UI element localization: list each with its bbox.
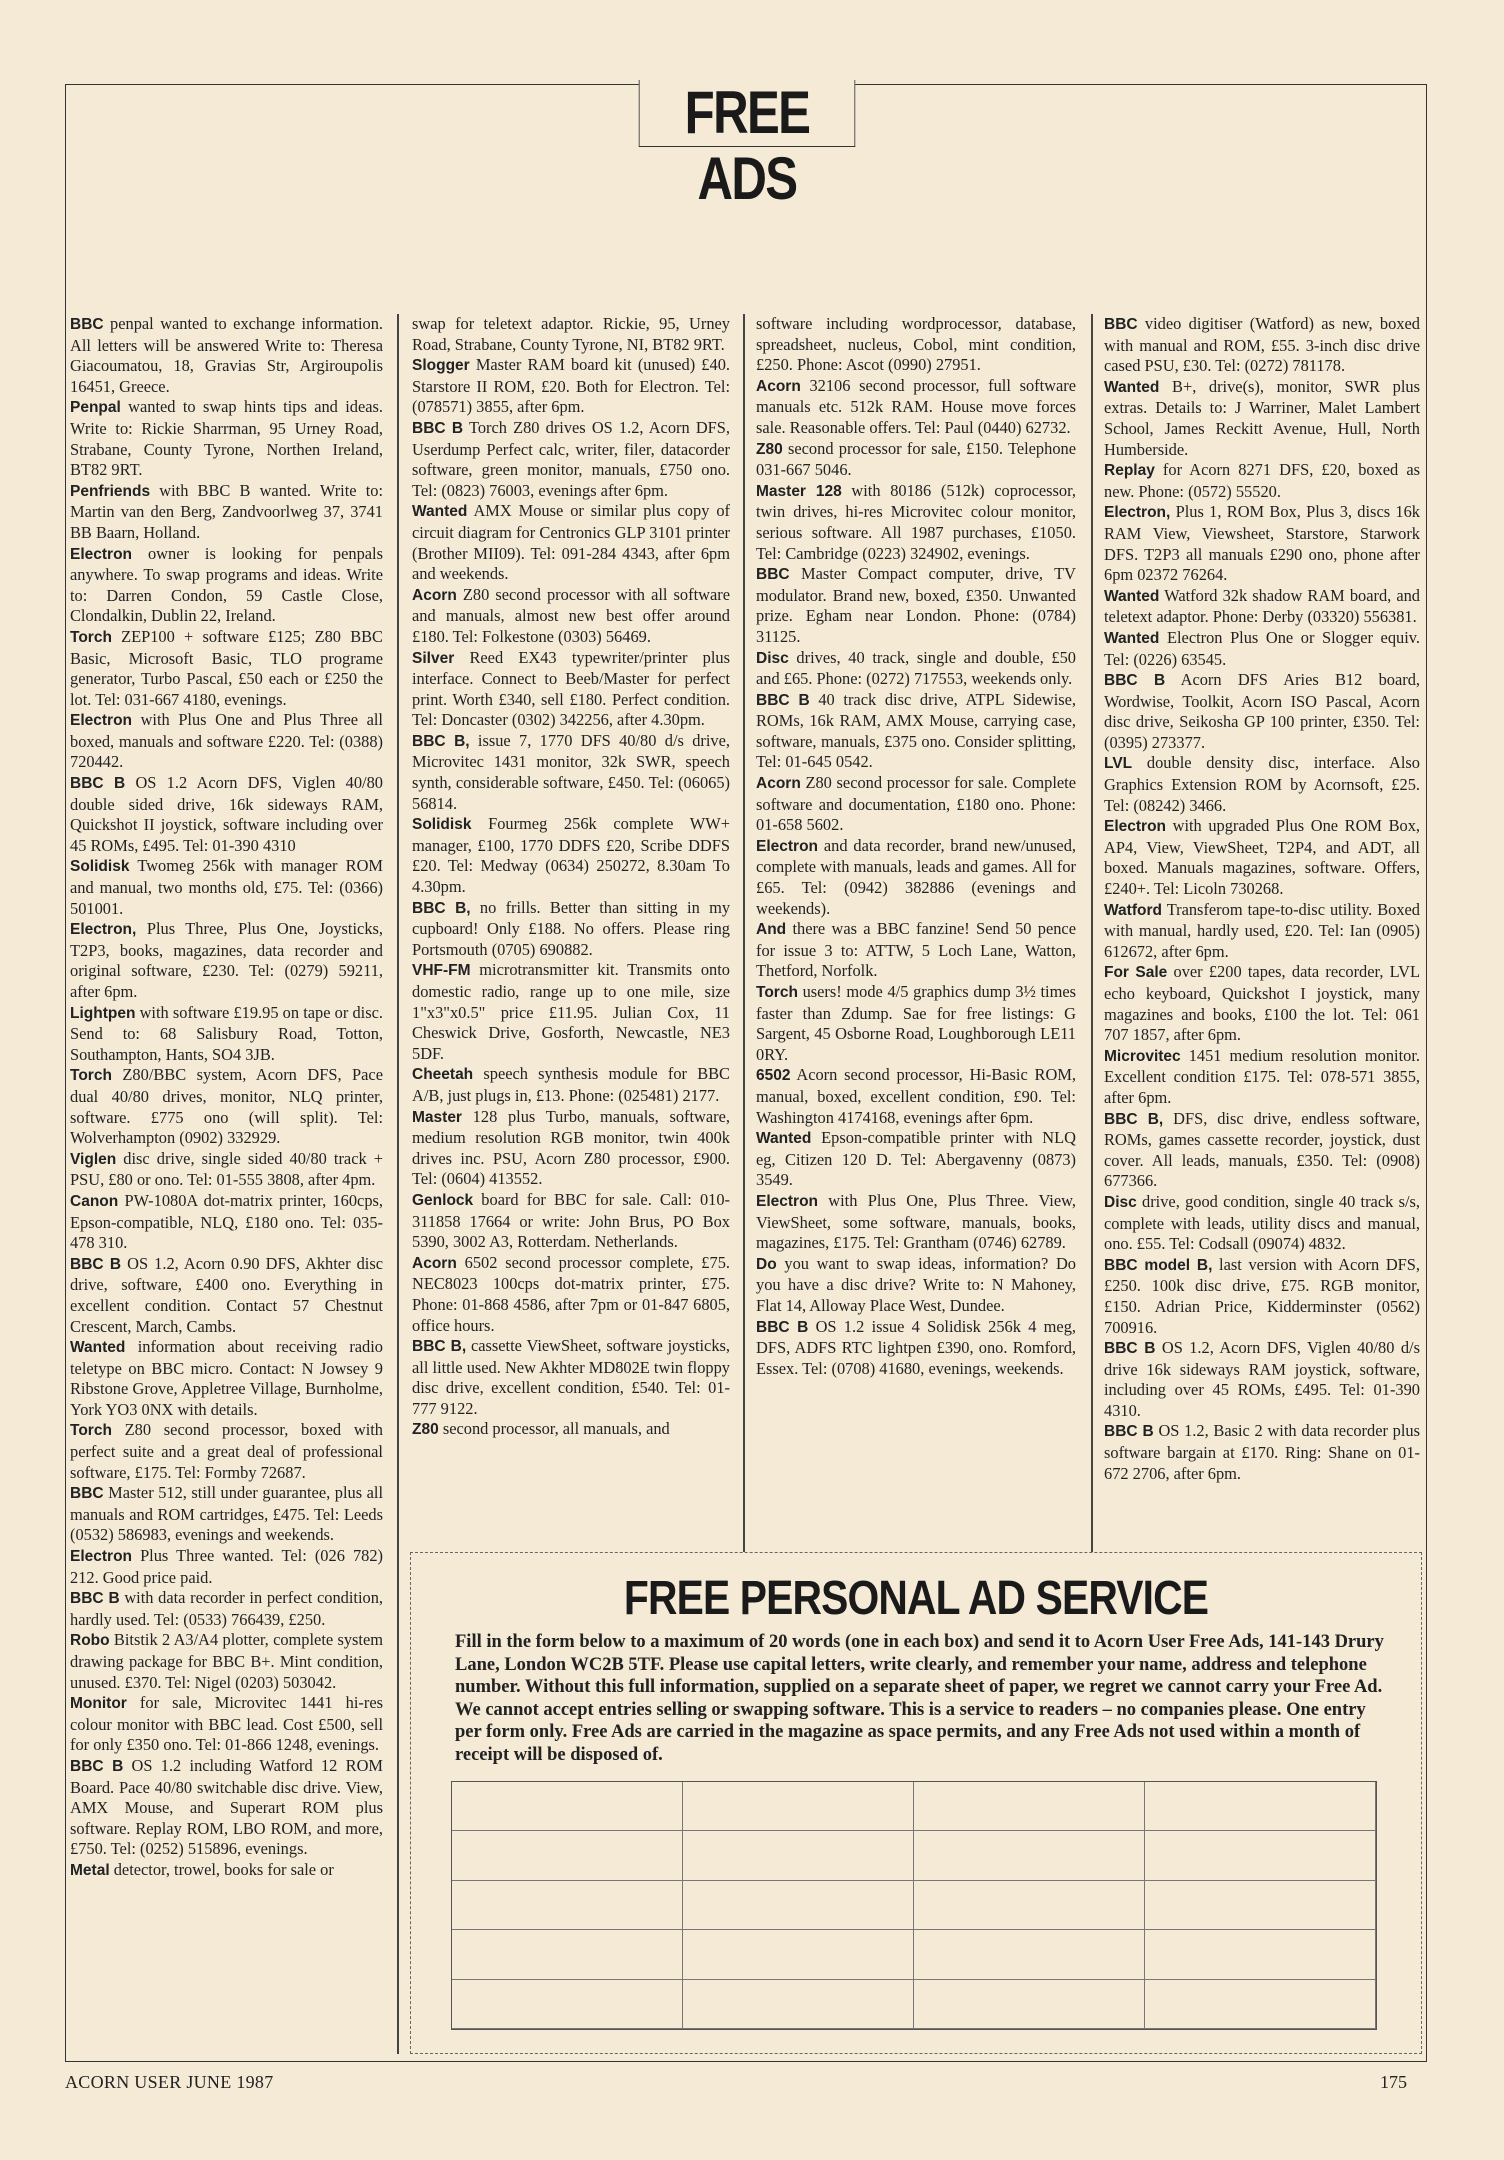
ad-text: Acorn DFS Aries B12 board, Wordwise, Toolkit, Acorn ISO Pascal, Acorn disc drive, Seikosha GP 100 printer, £350. Tel: (0395) 273377. [1104, 670, 1420, 752]
classified-ad [1104, 377, 1420, 460]
classified-ad [70, 481, 383, 544]
ad-text: penpal wanted to exchange information. All letters will be answered Write to: Theresa Giacoumatou, 18, Gravias Str, Argiroupolis 16451, Greece. [70, 314, 383, 396]
classified-ad [412, 814, 730, 897]
ad-text: last version with Acorn DFS, £250. 100k disc drive, £75. RGB monitor, £150. Adrian Price, Kidderminster (0562) 700916. [1104, 1254, 1420, 1337]
ad-lead-word: Robo [70, 1632, 110, 1650]
ad-text: disc drive, single sided 40/80 track + PSU, £80 or ono. Tel: 01-555 3808, after 4pm. [70, 1148, 383, 1190]
ad-text: AMX Mouse or similar plus copy of circuit diagram for Centronics GLP 3101 printer (Brother MII09). Tel: 091-284 4343, after 6pm and weekends. [412, 501, 730, 584]
ad-text: Z80/BBC system, Acorn DFS, Pace dual 40/80 drives, monitor, NLQ printer, software. £775 ono (will split). Tel: Wolverhampton (0902) 332929. [70, 1065, 383, 1148]
ad-lead-word: Z80 [756, 440, 783, 458]
ad-text: with data recorder in perfect condition, hardly used. Tel: (0533) 766439, £250. [70, 1588, 383, 1629]
ad-lead-word: Electron [756, 1192, 819, 1210]
classified-ad [756, 919, 1076, 982]
ad-lead-word: Electron, [70, 921, 137, 939]
word-box[interactable] [914, 1782, 1145, 1831]
ad-text: Z80 second processor with all software and manuals, almost new best offer around £180. Tel: Folkestone (0303) 56469. [412, 584, 730, 646]
classified-ad [70, 1420, 383, 1483]
page-number: 175 [1380, 2072, 1407, 2092]
word-box[interactable] [683, 1930, 914, 1979]
classified-ad [412, 648, 730, 731]
ad-text: detector, trowel, books for sale or [109, 1859, 334, 1879]
classified-ad [756, 982, 1076, 1065]
ad-lead-word: BBC [70, 1485, 104, 1503]
ads-column-4 [1104, 314, 1420, 1574]
ad-lead-word: Wanted [70, 1339, 126, 1357]
ad-lead-word: Silver [412, 649, 455, 667]
ad-text: swap for teletext adaptor. Rickie, 95, Urney Road, Strabane, County Tyrone, NI, BT82 9RT. [412, 314, 730, 354]
classified-ad [412, 501, 730, 584]
classified-ad [70, 544, 383, 627]
classified-ad [412, 1253, 730, 1336]
classified-ad [70, 919, 383, 1002]
ad-text: Torch Z80 drives OS 1.2, Acorn DFS, Userdump Perfect calc, writer, filer, datacorder software, green monitor, manuals, £750 ono. Tel: (0823) 76003, evenings after 6pm. [412, 417, 730, 500]
classified-ad [70, 1588, 383, 1630]
classified-ad [70, 1149, 383, 1191]
ad-lead-word: BBC B [70, 1590, 120, 1608]
ad-text: with 80186 (512k) coprocessor, twin drives, hi-res Microvitec colour monitor, serious software. All 1987 purchases, £1050. Tel: Cambridge (0223) 324902, evenings. [756, 480, 1076, 563]
classified-ad [1104, 1109, 1420, 1192]
classified-ad [412, 418, 730, 501]
ad-lead-word: Microvitec [1104, 1047, 1181, 1065]
classified-ad [70, 1003, 383, 1066]
ad-lead-word: BBC B, [1104, 1110, 1164, 1128]
ad-text: OS 1.2, Basic 2 with data recorder plus software bargain at £170. Ring: Shane on 01-672 2706, after 6pm. [1104, 1421, 1420, 1483]
ad-text: Plus 1, ROM Box, Plus 3, discs 16k RAM View, Viewsheet, Starstore, Starwork DFS. T2P3 all manuals £290 ono, phone after 6pm 02372 76264. [1104, 502, 1420, 585]
ad-text: Bitstik 2 A3/A4 plotter, complete system drawing package for BBC B+. Mint condition, unused. £370. Tel: Nigel (0203) 503042. [70, 1630, 383, 1692]
ad-lead-word: Watford [1104, 901, 1162, 919]
classified-ad [1104, 900, 1420, 963]
word-box[interactable] [683, 1980, 914, 2029]
ad-text: OS 1.2 issue 4 Solidisk 256k 4 meg, DFS, ADFS RTC lightpen £390, ono. Romford, Essex. Tel: (0708) 41680, evenings, weekends. [756, 1316, 1077, 1378]
classified-ad [412, 960, 730, 1064]
ad-lead-word: Electron [756, 837, 819, 855]
ad-text: information about receiving radio teletype on BBC micro. Contact: N Jowsey 9 Ribstone Grove, Appletree Village, Burnholme, York YO3 0NX with details. [70, 1337, 383, 1419]
ad-lead-word: BBC B, [412, 1338, 467, 1356]
ad-text: 1451 medium resolution monitor. Excellent condition £175. Tel: 078-571 3855, after 6pm. [1104, 1045, 1420, 1107]
word-box[interactable] [683, 1782, 914, 1831]
ad-text: PW-1080A dot-matrix printer, 160cps, Epson-compatible, NLQ, £180 ono. Tel: 035-478 310. [70, 1190, 383, 1253]
classified-ad [1104, 962, 1420, 1045]
classified-ad [412, 731, 730, 814]
ad-text: Twomeg 256k with manager ROM and manual, two months old, £75. Tel: (0366) 501001. [70, 856, 383, 918]
ad-lead-word: BBC model B, [1104, 1256, 1213, 1274]
classified-ad [412, 898, 730, 961]
ad-lead-word: VHF-FM [412, 962, 471, 980]
magazine-footer: ACORN USER JUNE 1987 [65, 2072, 274, 2092]
ad-lead-word: Electron [70, 712, 133, 730]
ad-lead-word: And [756, 921, 787, 939]
ad-lead-word: Master [412, 1108, 462, 1126]
word-box[interactable] [914, 1930, 1145, 1979]
ad-lead-word: Metal [70, 1861, 110, 1879]
ad-text: B+, drive(s), monitor, SWR plus extras. Details to: J Warriner, Malet Lambert School, James Reckitt Avenue, Hull, North Humberside. [1104, 376, 1420, 459]
ad-text: ZEP100 + software £125; Z80 BBC Basic, Microsoft Basic, TLO programe generator, Turbo Pascal, £50 each or £250 the lot. Tel: 031-667 4180, evenings. [70, 626, 383, 709]
ad-lead-word: Replay [1104, 462, 1155, 480]
ad-text: for Acorn 8271 DFS, £20, boxed as new. Phone: (0572) 55520. [1104, 460, 1420, 501]
ad-lead-word: LVL [1104, 755, 1133, 773]
classified-ad [412, 1190, 730, 1253]
ad-lead-word: BBC [1104, 316, 1138, 333]
classified-ad [412, 1336, 730, 1419]
ad-lead-word: Disc [1104, 1193, 1137, 1211]
ad-text: there was a BBC fanzine! Send 50 pence for issue 3 to: ATTW, 5 Loch Lane, Watton, Thetford, Norfolk. [756, 919, 1076, 981]
classified-ad [1104, 816, 1420, 899]
word-box[interactable] [452, 1930, 683, 1979]
ad-lead-word: BBC [756, 566, 790, 584]
ad-lead-word: Acorn [412, 586, 457, 604]
column-divider [743, 314, 745, 1552]
ad-text: Master 512, still under guarantee, plus all manuals and ROM cartridges, £475. Tel: Leeds (0532) 586983, evenings and weekends. [70, 1483, 383, 1545]
word-box[interactable] [452, 1831, 683, 1880]
ad-text: Plus Three, Plus One, Joysticks, T2P3, books, magazines, data recorder and original software, £230. Tel: (0279) 59211, after 6pm. [70, 919, 383, 1001]
column-divider [397, 314, 399, 2054]
classified-ad [756, 1254, 1076, 1317]
free-ad-service-box [410, 1552, 1422, 2054]
word-box[interactable] [683, 1881, 914, 1930]
ad-lead-word: BBC B [1104, 1340, 1156, 1358]
ads-column-1 [70, 314, 383, 2044]
ad-lead-word: Genlock [412, 1191, 474, 1209]
ad-text: Z80 second processor, boxed with perfect suite and a great deal of professional software, £175. Tel: Formby 72687. [70, 1420, 383, 1482]
classified-ad [1104, 502, 1420, 585]
ad-lead-word: Monitor [70, 1695, 127, 1713]
ad-lead-word: Wanted [1104, 587, 1160, 605]
classified-ad [756, 1128, 1076, 1191]
classified-ad [1104, 1338, 1420, 1421]
ad-lead-word: BBC B [756, 1318, 809, 1336]
ad-lead-word: Do [756, 1255, 777, 1273]
ad-lead-word: Electron [70, 545, 133, 563]
word-box[interactable] [452, 1980, 683, 2029]
ad-lead-word: Z80 [412, 1421, 439, 1439]
column-divider [1091, 314, 1093, 1552]
word-box[interactable] [914, 1881, 1145, 1930]
word-box[interactable] [1145, 1782, 1376, 1831]
ad-lead-word: Solidisk [412, 816, 472, 834]
word-box[interactable] [1145, 1980, 1376, 2029]
classified-ad [70, 773, 383, 856]
classified-ad [70, 314, 383, 397]
classified-ad [70, 1065, 383, 1148]
word-box[interactable] [683, 1831, 914, 1880]
ad-text: Acorn second processor, Hi-Basic ROM, manual, boxed, excellent condition, £90. Tel: Washington 4174168, evenings after 6pm. [756, 1065, 1076, 1127]
ad-text: Plus Three wanted. Tel: (026 782) 212. Good price paid. [70, 1546, 383, 1587]
ad-lead-word: Slogger [412, 357, 470, 375]
classified-ad [756, 376, 1076, 439]
ad-text: OS 1.2 including Watford 12 ROM Board. Pace 40/80 switchable disc drive. View, AMX Mouse, and Superart ROM plus software. Replay ROM, LBO ROM, and more, £750. Tel: (0252) 515896, evenings. [70, 1755, 383, 1859]
classified-ad [70, 1630, 383, 1693]
classified-ad [412, 1064, 730, 1106]
ad-lead-word: Wanted [1104, 378, 1160, 396]
ad-text: 40 track disc drive, ATPL Sidewise, ROMs, 16k RAM, AMX Mouse, carrying case, software, manuals, £375 ono. Consider splitting, Tel: 01-645 0542. [756, 689, 1076, 772]
classified-ad [1104, 628, 1420, 670]
ad-text: you want to swap ideas, information? Do you have a disc drive? Write to: N Mahoney, Flat 14, Alloway Place West, Dundee. [756, 1253, 1076, 1315]
word-box[interactable] [914, 1831, 1145, 1880]
classified-ad [756, 690, 1076, 773]
ad-text: board for BBC for sale. Call: 010-311858 17664 or write: John Brus, PO Box 5390, 3002 A3, Rotterdam. Netherlands. [412, 1189, 730, 1252]
ad-text: drives, 40 track, single and double, £50 and £65. Phone: (0272) 717553, weekends only. [756, 647, 1076, 689]
page-title: FREE ADS [639, 80, 855, 147]
classified-ad [756, 836, 1076, 919]
classified-ad [756, 773, 1076, 836]
ad-text: with BBC B wanted. Write to: Martin van den Berg, Zandvoorlweg 37, 3741 BB Baarn, Holland. [70, 480, 383, 542]
classified-ad [70, 710, 383, 773]
ad-text: Epson-compatible printer with NLQ eg, Citizen 120 D. Tel: Abergavenny (0873) 3549. [756, 1128, 1076, 1190]
ad-text: no frills. Better than sitting in my cupboard! Only £188. No offers. Please ring Portsmouth (0705) 690882. [412, 897, 731, 959]
ad-text: DFS, disc drive, endless software, ROMs, games cassette recorder, joystick, dust cover. All leads, manuals, £350. Tel: (0908) 677366. [1104, 1108, 1420, 1191]
ad-text: Electron Plus One or Slogger equiv. Tel: (0226) 63545. [1104, 627, 1420, 669]
ad-lead-word: BBC B [70, 1757, 124, 1775]
ad-lead-word: BBC B [1104, 1423, 1154, 1441]
ad-text: owner is looking for penpals anywhere. To swap programs and ideas. Write to: Darren Condon, 59 Castle Close, Clondalkin, Dublin 22, Ireland. [70, 543, 383, 626]
classified-ad [412, 1107, 730, 1190]
ad-lead-word: Wanted [1104, 629, 1160, 647]
ad-lead-word: Penpal [70, 399, 121, 417]
classified-ad [756, 648, 1076, 690]
classified-ad [70, 1191, 383, 1254]
ad-text: with Plus One, Plus Three. View, ViewSheet, some software, manuals, books, magazines, £175. Tel: Grantham (0746) 62789. [756, 1190, 1076, 1253]
classified-ad [412, 585, 730, 648]
classified-ad [70, 1756, 383, 1860]
classified-ad [70, 397, 383, 480]
ad-lead-word: BBC B [70, 1255, 122, 1273]
word-box[interactable] [1145, 1831, 1376, 1880]
classified-ad [70, 1693, 383, 1756]
classified-ad [70, 1483, 383, 1546]
classified-ad [756, 1317, 1076, 1380]
ad-lead-word: BBC B [756, 691, 810, 709]
ad-lead-word: Canon [70, 1192, 119, 1210]
ad-text: Z80 second processor for sale. Complete software and documentation, £180 ono. Phone: 01-658 5602. [756, 773, 1076, 835]
classified-ad [1104, 1192, 1420, 1255]
ad-text: Master RAM board kit (unused) £40. Starstore II ROM, £20. Both for Electron. Tel: (078571) 3855, after 6pm. [412, 355, 730, 417]
classified-ad [756, 1191, 1076, 1254]
service-instructions: Fill in the form below to a maximum of 20 words (one in each box) and send it to Acorn User Free Ads, 141-143 Drury Lane, London WC2B 5TF. Please use capital letters, write clearly, and remember your name, address and telephone number. Without this full information, supplied on a separate sheet of paper, we regret we cannot carry your Free Ad. We cannot accept entries selling or swapping software. This is a service to readers – no companies please. One entry per form only. Free Ads are carried in the magazine as space permits, and any Free Ads not used within a month of receipt will be disposed of. [455, 1632, 1384, 1765]
ad-text: double density disc, interface. Also Graphics Extension ROM by Acornsoft, £25. Tel: (08242) 3466. [1104, 753, 1420, 815]
ad-text: Transferom tape-to-disc utility. Boxed with manual, hardly used, £20. Tel: Ian (0905) 612672, after 6pm. [1104, 899, 1420, 961]
ad-lead-word: For Sale [1104, 964, 1168, 982]
word-box[interactable] [1145, 1881, 1376, 1930]
classified-ad [1104, 314, 1420, 377]
ad-text: Reed EX43 typewriter/printer plus interface. Connect to Beeb/Master for perfect print. Worth £340, sell £180. Perfect condition. Tel: Doncaster (0302) 342256, after 4.30pm. [412, 647, 730, 730]
ad-text: and data recorder, brand new/unused, complete with manuals, leads and games. All for £65. Tel: (0942) 382886 (evenings and weekends). [756, 835, 1076, 918]
ad-lead-word: Torch [70, 1067, 112, 1085]
ad-text: Master Compact computer, drive, TV modulator. Brand new, boxed, £350. Unwanted prize. Egham near London. Phone: (0784) 31125. [756, 564, 1076, 646]
ad-lead-word: Electron, [1104, 504, 1171, 522]
ad-lead-word: 6502 [756, 1067, 791, 1085]
service-title: FREE PERSONAL AD SERVICE [623, 1572, 1209, 1625]
ad-lead-word: Acorn [412, 1254, 457, 1272]
classified-ad [70, 1337, 383, 1420]
classified-ad [412, 355, 730, 418]
ad-lead-word: Viglen [70, 1150, 117, 1168]
ad-lead-word: Solidisk [70, 858, 130, 876]
ad-lead-word: Penfriends [70, 482, 151, 500]
ad-lead-word: BBC B, [412, 899, 471, 917]
ads-column-2 [412, 314, 730, 1574]
ad-lead-word: Wanted [412, 503, 468, 521]
word-box[interactable] [452, 1881, 683, 1930]
ad-text: over £200 tapes, data recorder, LVL echo keyboard, Quickshot I joystick, many magazines and books, £100 the lot. Tel: 061 707 1857, after 6pm. [1104, 962, 1420, 1045]
classified-ad [1104, 460, 1420, 502]
ad-lead-word: Electron [1104, 818, 1167, 836]
ad-text: wanted to swap hints tips and ideas. Write to: Rickie Sharrman, 95 Urney Road, Strabane, County Tyrone, Northen Ireland, BT82 9RT. [70, 397, 383, 480]
ad-lead-word: Acorn [756, 775, 801, 793]
ads-column-3 [756, 314, 1076, 1574]
ad-text: OS 1.2, Acorn 0.90 DFS, Akhter disc drive, software, £400 ono. Everything in excellent condition. Contact 57 Chestnut Crescent, March, Cambs. [70, 1253, 383, 1336]
classified-ad [756, 439, 1076, 481]
ad-text: with upgraded Plus One ROM Box, AP4, View, ViewSheet, T2P4, and ADT, all boxed. Manuals magazines, software. Offers, £240+. Tel: Licoln 730268. [1104, 816, 1420, 899]
ad-text: 32106 second processor, full software manuals etc. 512k RAM. House move forces sale. Reasonable offers. Tel: Paul (0440) 62732. [756, 375, 1076, 437]
ad-text: 128 plus Turbo, manuals, software, medium resolution RGB monitor, twin 400k drives inc. PSU, Acorn Z80 processor, £900. Tel: (0604) 413552. [412, 1106, 730, 1189]
ad-text: Watford 32k shadow RAM board, and teletext adaptor. Phone: Derby (03320) 556381. [1104, 585, 1420, 627]
ad-lead-word: Wanted [756, 1130, 812, 1148]
word-box[interactable] [452, 1782, 683, 1831]
classified-ad [756, 1065, 1076, 1128]
ad-text: users! mode 4/5 graphics dump 3½ times faster than Zdump. Sae for free listings: G Sargent, 45 Osborne Road, Loughborough LE11 0RY. [756, 982, 1076, 1064]
classified-ad [1104, 1046, 1420, 1109]
classified-ad [756, 564, 1076, 647]
ad-text: with Plus One and Plus Three all boxed, manuals and software £220. Tel: (0388) 720442. [70, 710, 383, 772]
ad-text: video digitiser (Watford) as new, boxed with manual and ROM, £55. 3-inch disc drive cased PSU, £30. Tel: (0272) 781178. [1104, 314, 1420, 376]
ad-text: cassette ViewSheet, software joysticks, all little used. New Akhter MD802E twin floppy disc drive, excellent condition, £540. Tel: 01-777 9122. [412, 1336, 731, 1418]
word-entry-grid [451, 1781, 1377, 2030]
classified-ad [412, 1419, 730, 1441]
ad-lead-word: BBC [70, 316, 104, 333]
ad-lead-word: Acorn [756, 377, 801, 395]
classified-ad [70, 1254, 383, 1337]
classified-ad [70, 856, 383, 919]
ad-lead-word: Torch [70, 628, 112, 646]
ad-text: Fourmeg 256k complete WW+ manager, £100, 1770 DDFS £20, Scribe DDFS £20. Tel: Medway (0634) 250272, 8.30am To 4.30pm. [412, 814, 730, 897]
classified-ad [70, 627, 383, 710]
ad-text: microtransmitter kit. Transmits onto domestic radio, range up to one mile, size 1"x3"x0.5" price £11.95. Julian Cox, 11 Cheswick Drive, Gosforth, Newcastle, NE3 5DF. [412, 960, 730, 1063]
ad-text: OS 1.2, Acorn DFS, Viglen 40/80 d/s drive 16k sideways RAM joystick, software, including over 45 ROMs, £495. Tel: 01-390 4310. [1104, 1338, 1420, 1420]
ad-lead-word: Torch [756, 984, 798, 1001]
ad-lead-word: BBC B [412, 419, 464, 437]
ad-text: speech synthesis module for BBC A/B, just plugs in, £13. Phone: (025481) 2177. [412, 1064, 730, 1105]
classified-ad [756, 314, 1076, 376]
ad-text: OS 1.2 Acorn DFS, Viglen 40/80 double sided drive, 16k sideways RAM, Quickshot II joystick, software including over 45 ROMs, £495. Tel: 01-390 4310 [70, 773, 383, 855]
classified-ad [412, 314, 730, 355]
ad-text: 6502 second processor complete, £75. NEC8023 100cps dot-matrix printer, £75. Phone: 01-868 4586, after 7pm or 01-847 6805, office hours. [412, 1252, 730, 1335]
ad-lead-word: Torch [70, 1422, 112, 1440]
ad-text: with software £19.95 on tape or disc. Send to: 68 Salisbury Road, Totton, Southampton, Hants, SO4 3JB. [70, 1002, 383, 1064]
ad-lead-word: BBC B, [412, 732, 470, 750]
ad-lead-word: Disc [756, 649, 789, 667]
ad-text: for sale, Microvitec 1441 hi-res colour monitor with BBC lead. Cost £500, sell for only £350 ono. Tel: 01-866 1248, evenings. [70, 1693, 383, 1755]
ad-lead-word: Cheetah [412, 1066, 474, 1084]
classified-ad [1104, 1255, 1420, 1338]
ad-text: second processor for sale, £150. Telephone 031-667 5046. [756, 438, 1076, 480]
classified-ad [1104, 1421, 1420, 1484]
word-box[interactable] [914, 1980, 1145, 2029]
ad-lead-word: BBC B [1104, 672, 1166, 690]
ad-lead-word: Lightpen [70, 1004, 136, 1022]
classified-ad [1104, 586, 1420, 628]
ad-text: software including wordprocessor, database, spreadsheet, nucleus, Cobol, mint condition, £250. Phone: Ascot (0990) 27951. [756, 314, 1076, 375]
classified-ad [70, 1546, 383, 1588]
ad-text: second processor, all manuals, and [438, 1419, 670, 1439]
ad-lead-word: Electron [70, 1548, 133, 1566]
classified-ad [1104, 670, 1420, 753]
classified-ad [70, 1860, 383, 1882]
ad-lead-word: Master 128 [756, 482, 842, 500]
ad-text: drive, good condition, single 40 track s/s, complete with leads, utility discs and manual, ono. £55. Tel: Codsall (09074) 4832. [1104, 1191, 1420, 1254]
ad-lead-word: BBC B [70, 775, 126, 793]
classified-ad [1104, 753, 1420, 816]
classified-ad [756, 481, 1076, 564]
ad-text: issue 7, 1770 DFS 40/80 d/s drive, Microvitec 1431 monitor, 32k SWR, speech synth, considerable software, £450. Tel: (06065) 56814. [412, 730, 730, 813]
word-box[interactable] [1145, 1930, 1376, 1979]
